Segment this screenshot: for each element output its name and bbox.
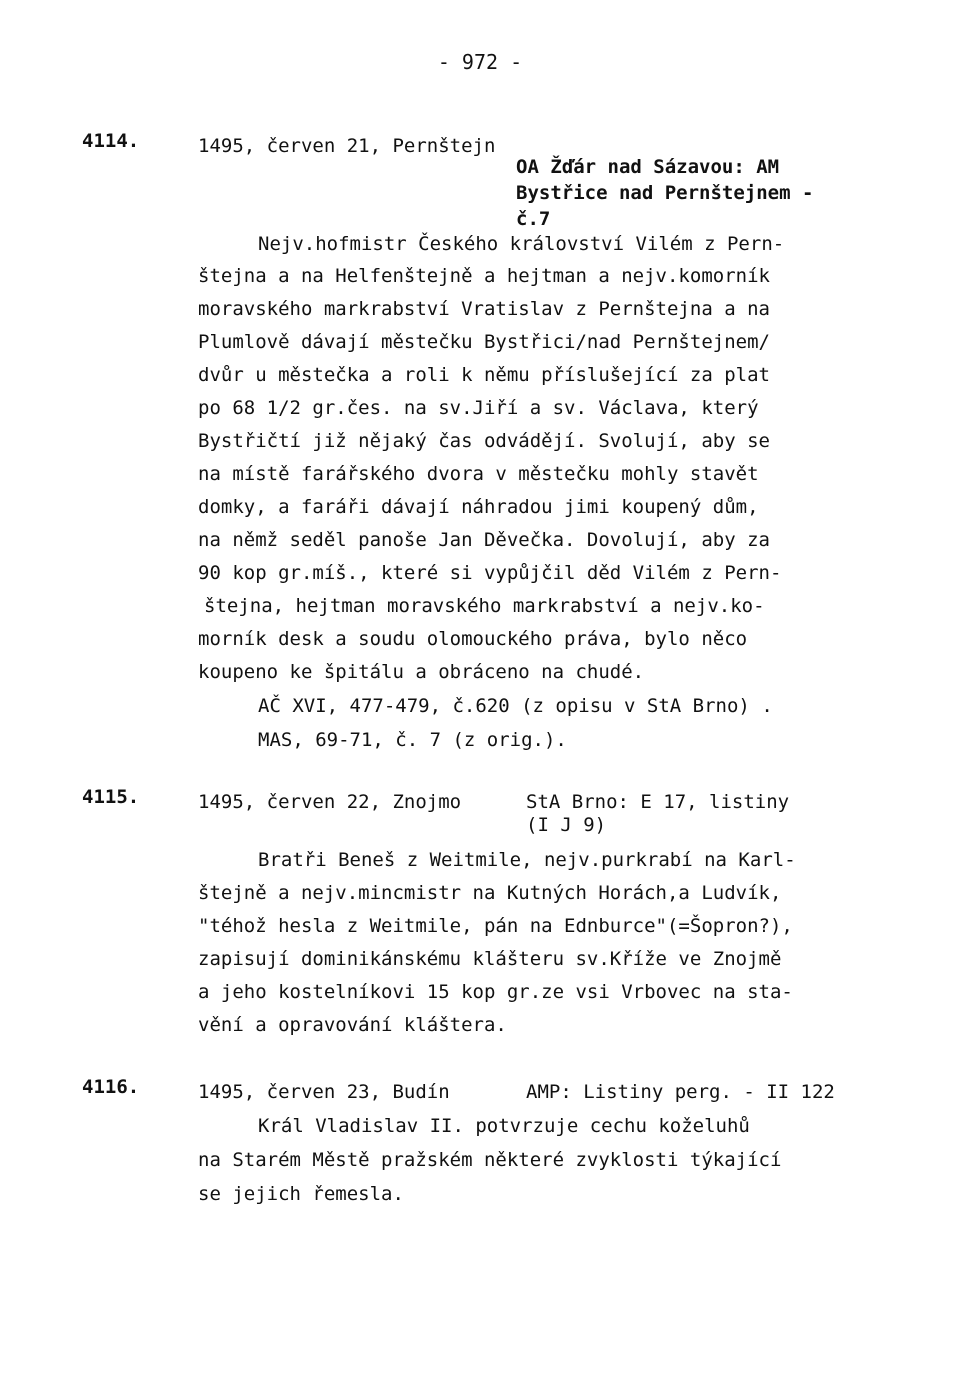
entry-text-line: Plumlově dávají městečku Bystřici/nad Pernštejnem/ xyxy=(198,331,770,353)
entry-text-line: domky, a faráři dávají náhradou jimi koupený dům, xyxy=(198,496,759,518)
entry-source-line: AMP: Listiny perg. - II 122 xyxy=(526,1081,835,1103)
entry-text-line: 90 kop gr.míš., které si vypůjčil děd Vilém z Pern- xyxy=(198,562,782,584)
entry-text-line: po 68 1/2 gr.čes. na sv.Jiří a sv. Václava, který xyxy=(198,397,759,419)
entry-text-line: vění a opravování kláštera. xyxy=(198,1014,507,1036)
entry-source-line: č.7 xyxy=(516,208,551,230)
entry-text-line: na němž seděl panoše Jan Děvečka. Dovolují, aby za xyxy=(198,529,770,551)
entry-text-line: Bystřičtí již nějaký čas odvádějí. Svolují, aby se xyxy=(198,430,770,452)
entry-text-line: štejna, hejtman moravského markrabství a nejv.ko- xyxy=(204,595,765,617)
entry-date-place: 1495, červen 21, Pernštejn xyxy=(198,135,496,157)
entry-number: 4116. xyxy=(82,1076,140,1098)
entry-text-line: a jeho kostelníkovi 15 kop gr.ze vsi Vrbovec na sta- xyxy=(198,981,793,1003)
entry-text-line: štejna a na Helfenštejně a hejtman a nejv.komorník xyxy=(198,265,770,287)
entry-date-place: 1495, červen 22, Znojmo xyxy=(198,791,462,813)
page-number: - 972 - xyxy=(437,50,523,74)
entry-source-line: OA Žďár nad Sázavou: AM xyxy=(516,156,780,178)
entry-text-line: zapisují dominikánskému klášteru sv.Kříže ve Znojmě xyxy=(198,948,782,970)
entry-source-line: Bystřice nad Pernštejnem - xyxy=(516,182,814,204)
entry-number: 4114. xyxy=(82,130,140,152)
entry-text-line: na Starém Městě pražském některé zvyklosti týkající xyxy=(198,1149,782,1171)
entry-reference: MAS, 69-71, č. 7 (z orig.). xyxy=(258,729,567,751)
entry-text-line: moravského markrabství Vratislav z Pernštejna a na xyxy=(198,298,770,320)
entry-text-line: Bratři Beneš z Weitmile, nejv.purkrabí na Karl- xyxy=(258,849,796,871)
entry-number: 4115. xyxy=(82,786,140,808)
entry-text-line: morník desk a soudu olomouckého práva, bylo něco xyxy=(198,628,748,650)
entry-text-line: na místě farářského dvora v městečku mohly stavět xyxy=(198,463,759,485)
entry-text-line: koupeno ke špitálu a obráceno na chudé. xyxy=(198,661,645,683)
entry-text-line: se jejich řemesla. xyxy=(198,1183,404,1205)
entry-text-line: Nejv.hofmistr Českého království Vilém z Pern- xyxy=(258,233,785,255)
entry-source-line: StA Brno: E 17, listiny xyxy=(526,791,790,813)
entry-text-line: dvůr u městečka a roli k němu příslušející za plat xyxy=(198,364,770,386)
entry-date-place: 1495, červen 23, Budín xyxy=(198,1081,450,1103)
entry-source-line: (I J 9) xyxy=(526,814,607,836)
entry-text-line: Král Vladislav II. potvrzuje cechu koželuhů xyxy=(258,1115,750,1137)
entry-reference: AČ XVI, 477-479, č.620 (z opisu v StA Brno) . xyxy=(258,695,773,717)
entry-text-line: štejně a nejv.mincmistr na Kutných Horách,a Ludvík, xyxy=(198,882,782,904)
entry-text-line: "téhož hesla z Weitmile, pán na Ednburce"(=Šopron?), xyxy=(198,915,793,937)
